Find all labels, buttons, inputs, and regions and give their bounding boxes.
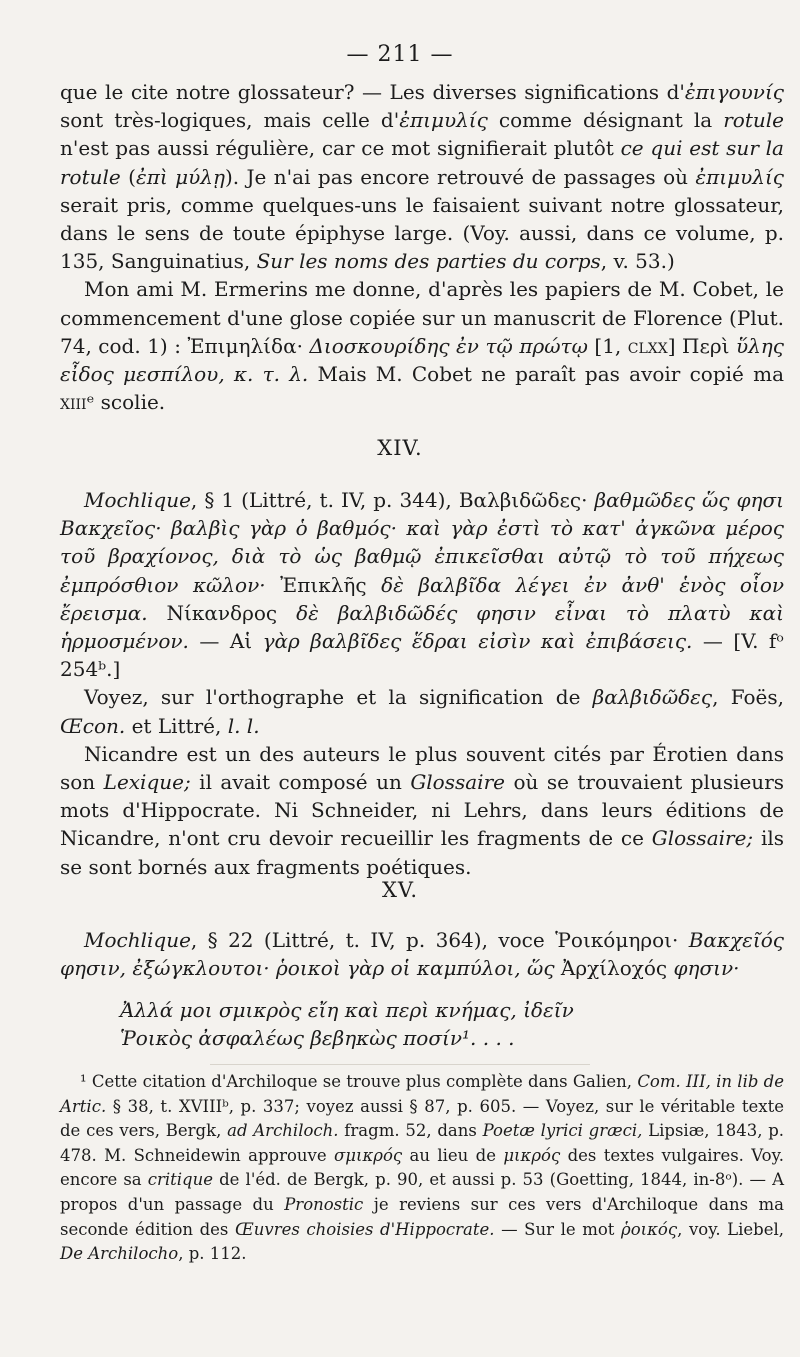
italic-title: De Archilocho <box>60 1244 179 1264</box>
section-xiv-body <box>60 486 784 881</box>
greek-quote: δὲ βαλβιδῶδές φησιν εἶναι τὸ πλατὺ καὶ ἡρμοσμένον. <box>60 600 784 654</box>
text-run: où se trouvaient plusieurs mots d'Hippocrate. Ni Schneider, ni Lehrs, dans leurs éditions de Nicandre, n'ont cru devoir recueillir les fragments de ce <box>60 770 785 851</box>
italic-title: Mochlique <box>84 928 191 952</box>
italic-title: Œcon. <box>60 713 126 738</box>
italic-title: Œuvres choisies d'Hippocrate. <box>235 1219 495 1239</box>
section-heading-xiv: XIV. <box>377 436 423 460</box>
text-run: Lipsiæ, 1843, p. 478. M. Schneidewin approuve <box>60 1121 785 1165</box>
italic-title: Mochlique <box>84 488 191 512</box>
text-run: Mon ami M. Ermerins me donne, d'après les papiers de M. Cobet, le commencement d'une glose copiée sur un manuscrit de Florence (Plut. 74, cod. 1) : Ἐπιμηλίδα· <box>60 277 784 358</box>
text-run: Voyez, sur l'orthographe et la signification de <box>84 685 593 710</box>
text-run: , v. 53.) <box>600 249 675 274</box>
text-run: je reviens sur ces vers d'Archiloque dans ma seconde édition des <box>60 1194 784 1239</box>
footnote-divider <box>210 1064 590 1065</box>
italic-title: Poetæ lyrici græci, <box>482 1121 643 1141</box>
greek-term: ἐπὶ μύλῃ <box>135 164 225 189</box>
italic-title: Glossaire; <box>651 826 754 851</box>
paragraph-2 <box>60 275 784 416</box>
greek-quote: Βακχεῖός φησιν, ἐξώγκλουτοι· ῥοικοὶ γὰρ οἱ καμπύλοι, ὥς <box>60 928 784 981</box>
text-run: , voy. Liebel, <box>677 1219 785 1239</box>
italic-title: ad Archiloch. <box>227 1121 339 1141</box>
text-run: — [V. fᵒ 254ᵇ.] <box>60 629 784 682</box>
greek-term: Διοσκουρίδης ἐν τῷ πρώτῳ <box>309 333 588 358</box>
section-heading-xv: XV. <box>381 878 419 902</box>
roman-numeral: xiii <box>60 390 87 415</box>
text-run: — Sur le mot <box>494 1219 621 1239</box>
italic-term: l. l. <box>227 713 260 738</box>
footnote <box>60 1070 784 1267</box>
text-run: Ἐπικλῆς <box>265 572 382 597</box>
greek-term: σμικρός <box>334 1145 403 1165</box>
italic-title: Pronostic <box>284 1194 364 1214</box>
text-run: fragm. 52, dans <box>338 1121 483 1141</box>
greek-term: ἐπιμυλίς <box>399 108 488 133</box>
paragraph-5 <box>60 740 784 881</box>
italic-title: Sur les noms des parties du corps <box>256 249 601 274</box>
text-run: , § 1 (Littré, t. IV, p. 344), Βαλβιδῶδες· <box>190 488 595 512</box>
text-run: Ἀρχίλοχός <box>554 956 674 981</box>
verse-line-2: Ῥοικὸς ἀσφαλέως βεβηκὼς ποσίν¹. . . . <box>120 1026 515 1050</box>
paragraph-6 <box>60 926 784 982</box>
text-run: ils se sont bornés aux fragments poétiques. <box>60 826 784 879</box>
greek-term: ῥοικός <box>621 1219 678 1239</box>
greek-quote: γὰρ βαλβῖδες ἕδραι εἰσὶν καὶ ἐπιβάσεις. <box>262 629 693 654</box>
verse-line-1: Ἀλλά μοι σμικρὸς εἴη καὶ περὶ κνήμας, ἰδεῖν <box>120 998 574 1022</box>
italic-title: Com. III, in lib de Artic. <box>60 1072 785 1116</box>
text-run: des textes vulgaires. Voy. encore sa <box>60 1145 784 1190</box>
greek-quote: βαθμῶδες ὥς φησι Βακχεῖος· βαλβὶς γὰρ ὁ βαθμός· καὶ γὰρ ἐστὶ τὸ κατ' ἀγκῶνα μέρος τοῦ βραχίονος, διὰ τὸ ὡς βαθμῷ ἐπικεῖσθαι αὐτῷ τὸ τοῦ πήχεως ἐμπρόσθιον κῶλον· <box>60 488 784 597</box>
text-run: que le cite notre glossateur? — Les diverses significations d' <box>60 80 685 104</box>
section-xv-body <box>60 926 784 982</box>
text-run: ). Je n'ai pas encore retrouvé de passages où <box>224 164 696 189</box>
text-run: ( <box>120 164 136 189</box>
text-run: ] Περὶ <box>667 333 736 358</box>
text-run: et Littré, <box>125 713 228 738</box>
text-run: § 38, t. XVIIIᵇ, p. 337; voyez aussi § 87, p. 605. — Voyez, sur le véritable texte de ces vers, Bergk, <box>60 1096 784 1141</box>
italic-term: ce qui est sur la rotule <box>60 136 784 189</box>
text-run: sont très-logiques, mais celle d' <box>60 108 400 133</box>
text-run: ᵉ scolie. <box>86 390 166 415</box>
text-run: ¹ Cette citation d'Archiloque se trouve plus complète dans Galien, <box>80 1072 638 1091</box>
greek-term: ἐπιγουνίς <box>684 80 784 104</box>
roman-numeral: clxx <box>627 333 668 358</box>
text-run: serait pris, comme quelques-uns le faisaient suivant notre glossateur, dans le sens de toute épiphyse large. (Voy. aussi, dans ce volume, p. 135, Sanguinatius, <box>60 192 784 274</box>
page-number: — 211 — <box>346 42 454 67</box>
text-run: , p. 112. <box>178 1244 247 1264</box>
greek-quote: δὲ βαλβῖδα λέγει ἐν ἀνθ' ἑνὸς οἷον ἔρεισμα. <box>60 572 785 625</box>
text-run: n'est pas aussi régulière, car ce mot signifierait plutôt <box>60 136 621 161</box>
text-run: il avait composé un <box>190 770 411 795</box>
text-run: — Αἱ <box>188 629 263 654</box>
paragraph-1 <box>60 78 784 275</box>
italic-title: Glossaire <box>410 770 505 795</box>
text-run: Mais M. Cobet ne paraît pas avoir copié ma <box>308 362 784 387</box>
greek-term: βαλβιδῶδες <box>592 685 713 710</box>
greek-term: ἐπιμυλίς <box>695 164 784 189</box>
text-run: au lieu de <box>402 1145 504 1165</box>
italic-title: Lexique; <box>103 770 191 795</box>
paragraph-4 <box>60 683 784 739</box>
text-run: Nicandre est un des auteurs le plus souvent cités par Érotien dans son <box>60 741 784 795</box>
italic-term: rotule <box>723 108 784 133</box>
text-run: Νίκανδρος <box>147 600 297 625</box>
paragraph-3 <box>60 486 784 683</box>
body-top <box>60 78 784 416</box>
footnote-1 <box>60 1070 784 1267</box>
greek-term: ὕλης εἶδος μεσπίλου, κ. τ. λ. <box>60 333 784 387</box>
greek-quote: φησιν· <box>673 956 740 981</box>
text-run: comme désignant la <box>487 108 724 133</box>
text-run: [1, <box>587 333 628 358</box>
greek-term: μικρός <box>503 1145 561 1165</box>
text-run: , § 22 (Littré, t. IV, p. 364), voce Ῥοικόμηροι· <box>190 928 689 952</box>
text-run: , Foës, <box>712 685 784 710</box>
text-run: de l'éd. de Bergk, p. 90, et aussi p. 53 (Goetting, 1844, in-8ᵒ). — A propos d'un passage du <box>60 1170 784 1214</box>
italic-term: critique <box>147 1170 214 1190</box>
